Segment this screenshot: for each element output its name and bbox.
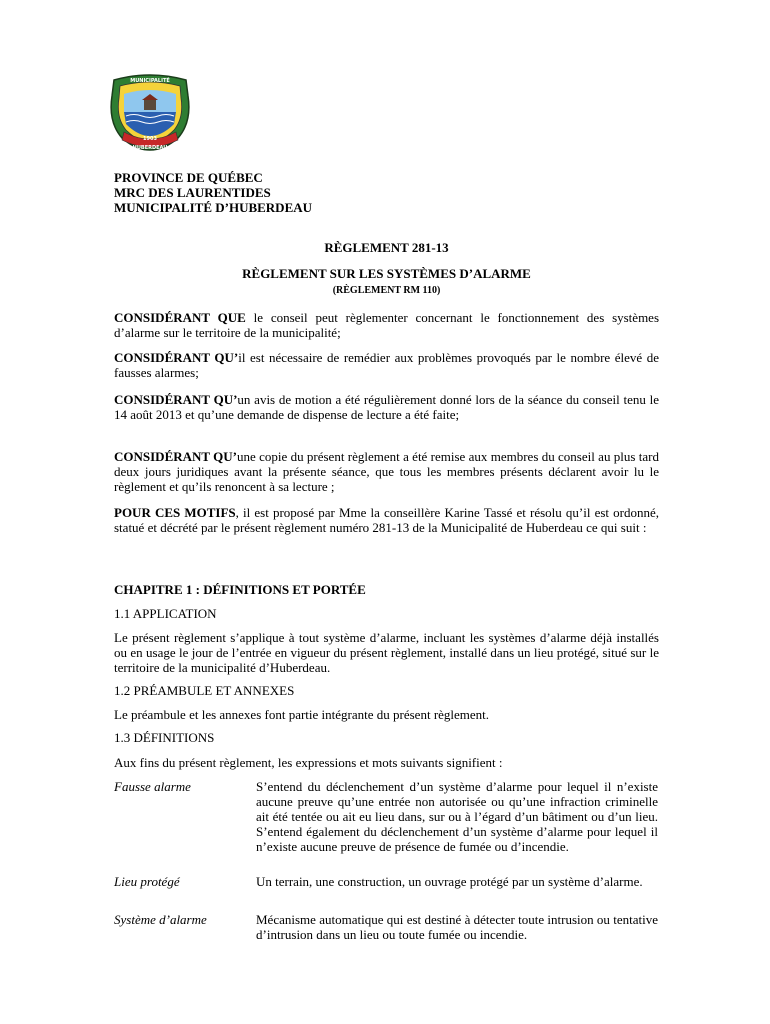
document-subtitle: RÈGLEMENT SUR LES SYSTÈMES D’ALARME [242, 266, 531, 281]
motifs-paragraph [114, 505, 659, 535]
section-text-1-2: Le préambule et les annexes font partie intégrante du présent règlement. [114, 707, 490, 722]
considerant-lead: CONSIDÉRANT QU’ [114, 350, 239, 365]
section-heading-1-2: 1.2 PRÉAMBULE ET ANNEXES [114, 683, 295, 698]
considerant-lead: CONSIDÉRANT QUE [114, 310, 246, 325]
logo-year: 1903 [143, 136, 157, 142]
definition-text: S’entend du déclenchement d’un système d’alarme pour lequel il n’existe aucune preuve qu’une entrée non autorisée ou qu’une infraction criminelle ait été tentée ou ait eu lieu dans, sur ou à l’égard d’un bâtiment ou d’un lieu. S’entend également du déclenchement d’un système d’alarme pour lequel il n’existe aucune preuve de présence de fumée ou d’incendie. [256, 779, 658, 854]
section-text-1-3: Aux fins du présent règlement, les expressions et mots suivants signifient : [114, 755, 503, 770]
considerant-text: il est nécessaire de remédier aux problèmes provoqués par le nombre élevé de fausses alarmes; [114, 350, 659, 380]
considerant-lead: CONSIDÉRANT QU’ [114, 449, 237, 464]
logo-top-text: MUNICIPALITÉ [130, 78, 170, 84]
considerant-4 [114, 449, 659, 494]
considerant-text: un avis de motion a été régulièrement donné lors de la séance du conseil tenu le 14 août 2013 et qu’une demande de dispense de lecture a été faite; [114, 392, 659, 422]
considerant-2 [114, 350, 659, 380]
section-heading-1-3: 1.3 DÉFINITIONS [114, 730, 215, 745]
section-heading-1-1: 1.1 APPLICATION [114, 606, 217, 621]
considerant-1 [114, 310, 659, 340]
header-province: PROVINCE DE QUÉBEC [114, 170, 263, 185]
considerant-text: une copie du présent règlement a été remise aux membres du conseil au plus tard deux jours juridiques avant la présente séance, que tous les membres présents déclarent avoir lu le règlement et qu’ils renoncent à sa lecture ; [114, 449, 659, 494]
definition-text: Mécanisme automatique qui est destiné à détecter toute intrusion ou tentative d’intrusion dans un lieu ou toute fumée ou incendie. [256, 912, 658, 942]
header-mrc: MRC DES LAURENTIDES [114, 185, 271, 200]
section-text-1-1: Le présent règlement s’applique à tout système d’alarme, incluant les systèmes d’alarme déjà installés ou en usage le jour de l’entrée en vigueur du présent règlement, installé dans un lieu protégé, situé sur le territoire de la municipalité d’Huberdeau. [114, 630, 659, 675]
chapter-heading: CHAPITRE 1 : DÉFINITIONS ET PORTÉE [114, 582, 366, 597]
motifs-text: , il est proposé par Mme la conseillère Karine Tassé et résolu qu’il est ordonné, statué et décrété par le présent règlement numéro 281-13 de la Municipalité de Huberdeau ce qui suit : [114, 505, 659, 535]
definition-text: Un terrain, une construction, un ouvrage protégé par un système d’alarme. [256, 874, 643, 889]
document-header [114, 170, 659, 215]
definition-term: Système d’alarme [114, 912, 207, 927]
document-subtitle-ref: (RÈGLEMENT RM 110) [332, 285, 441, 296]
motifs-lead: POUR CES MOTIFS [114, 505, 236, 520]
considerant-lead: CONSIDÉRANT QU’ [114, 392, 238, 407]
definition-term: Fausse alarme [114, 779, 191, 794]
municipal-crest-logo [104, 72, 196, 152]
header-municipality: MUNICIPALITÉ D’HUBERDEAU [114, 200, 313, 215]
considerant-text: le conseil peut règlementer concernant le fonctionnement des systèmes d’alarme sur le territoire de la municipalité; [114, 310, 660, 340]
considerant-3 [114, 392, 659, 422]
document-title: RÈGLEMENT 281-13 [324, 240, 449, 255]
definition-term: Lieu protégé [114, 874, 180, 889]
logo-bottom-text: HUBERDEAU [132, 145, 168, 151]
